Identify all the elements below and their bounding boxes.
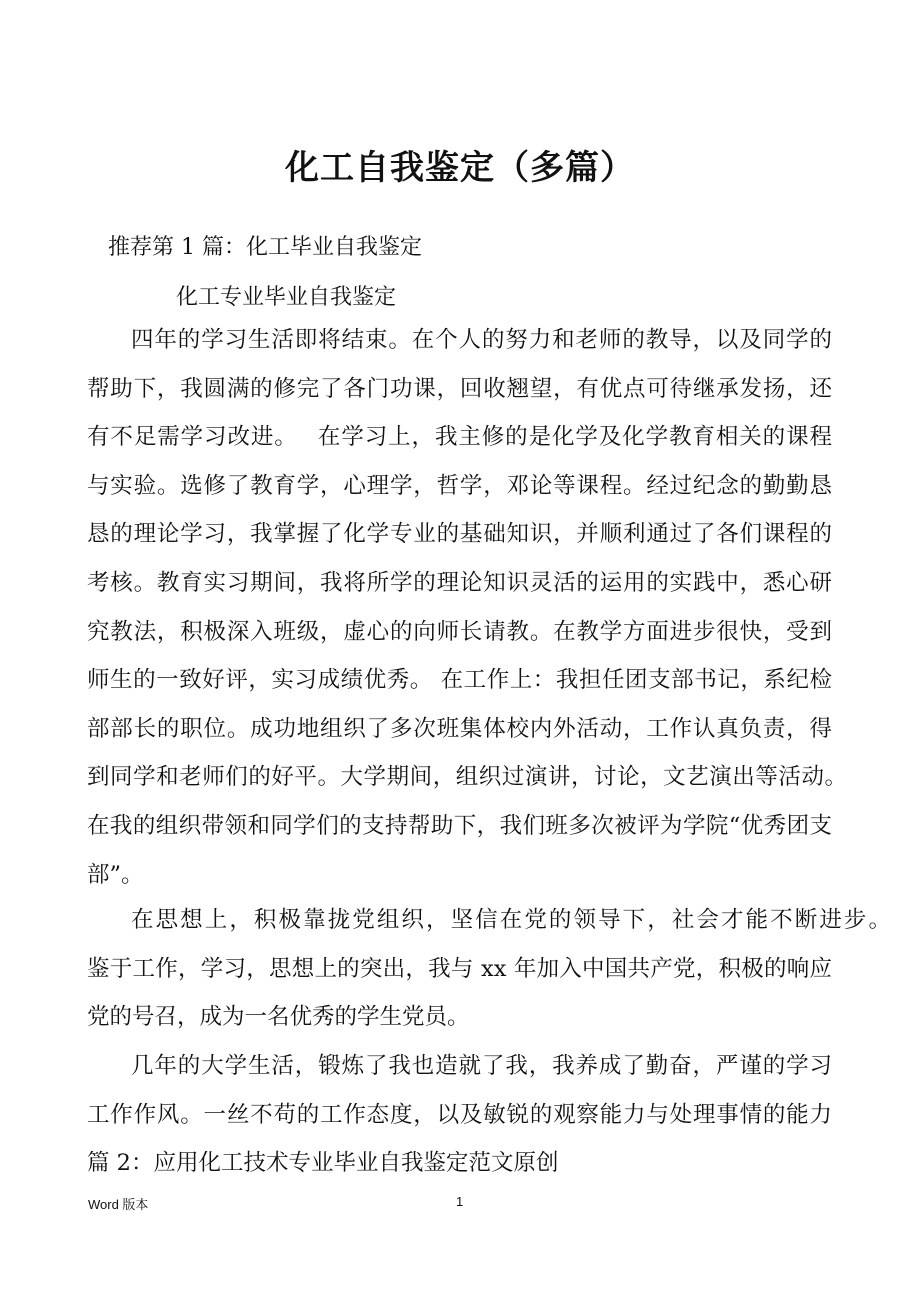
paragraph-3 xyxy=(87,1042,832,1188)
text-line: 与实验。选修了教育学，心理学，哲学，邓论等课程。经过纪念的勤勤恳 xyxy=(87,472,832,499)
footer-label: Word 版本 xyxy=(88,1197,149,1212)
text-line: 帮助下，我圆满的修完了各门功课，回收翘望，有优点可待继承发扬，还 xyxy=(87,375,832,402)
text-line: 部”。 xyxy=(87,861,144,888)
text-line: 几年的大学生活，锻炼了我也造就了我，我养成了勤奋，严谨的学习 xyxy=(131,1053,832,1079)
text-line: 篇 2：应用化工技术专业毕业自我鉴定范文原创 xyxy=(87,1150,559,1177)
text-line: 部部长的职位。成功地组织了多次班集体校内外活动，工作认真负责，得 xyxy=(87,715,832,742)
text-line: 考核。教育实习期间，我将所学的理论知识灵活的运用的实践中，悉心研 xyxy=(87,569,832,596)
section-heading: 推荐第 1 篇：化工毕业自我鉴定 xyxy=(108,235,422,260)
text-line: 在思想上，积极靠拢党组织，坚信在党的领导下，社会才能不断进步。 xyxy=(131,907,891,933)
text-line: 师生的一致好评，实习成绩优秀。 在工作上：我担任团支部书记，系纪检 xyxy=(87,667,832,694)
text-line: 到同学和老师们的好平。大学期间，组织过演讲，讨论，文艺演出等活动。 xyxy=(87,764,847,791)
document-title: 化工自我鉴定（多篇） xyxy=(285,148,635,188)
page-number: 1 xyxy=(456,1194,464,1209)
text-line: 鉴于工作，学习，思想上的突出，我与 xx 年加入中国共产党，积极的响应 xyxy=(87,955,832,982)
text-line: 四年的学习生活即将结束。在个人的努力和老师的教导，以及同学的 xyxy=(131,327,832,353)
paragraph-2 xyxy=(87,896,891,1042)
text-line: 在我的组织带领和同学们的支持帮助下，我们班多次被评为学院“优秀团支 xyxy=(87,812,832,839)
text-line: 恳的理论学习，我掌握了化学专业的基础知识，并顺利通过了各们课程的 xyxy=(87,521,832,548)
paragraph-1 xyxy=(87,316,847,899)
text-line: 党的号召，成为一名优秀的学生党员。 xyxy=(87,1004,470,1031)
text-line: 有不足需学习改进。 在学习上，我主修的是化学及化学教育相关的课程 xyxy=(87,424,832,451)
text-line: 究教法，积极深入班级，虚心的向师长请教。在教学方面进步很快，受到 xyxy=(87,618,832,645)
text-line: 工作作风。一丝不苟的工作态度，以及敏锐的观察能力与处理事情的能力 xyxy=(87,1101,832,1128)
section-subtitle: 化工专业毕业自我鉴定 xyxy=(176,285,397,310)
